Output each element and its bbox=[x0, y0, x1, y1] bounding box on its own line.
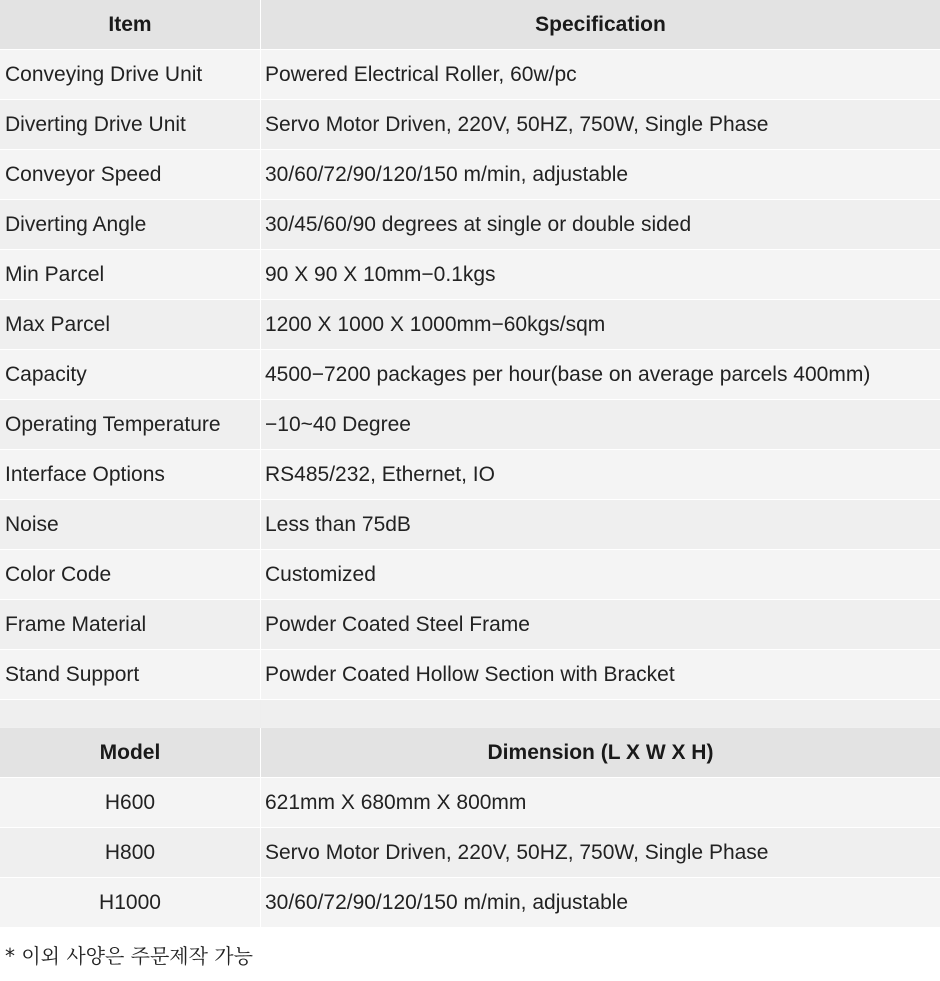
table-row bbox=[0, 778, 940, 828]
item-cell: Capacity bbox=[0, 350, 261, 400]
table-row bbox=[0, 100, 940, 150]
table-row bbox=[0, 400, 940, 450]
dimension-cell: Servo Motor Driven, 220V, 50HZ, 750W, Single Phase bbox=[261, 828, 940, 878]
model-table bbox=[0, 728, 940, 928]
table-row bbox=[0, 878, 940, 928]
spacer-row bbox=[0, 700, 940, 728]
spec-cell: RS485/232, Ethernet, IO bbox=[261, 450, 940, 500]
table-row bbox=[0, 550, 940, 600]
spec-cell: Powder Coated Hollow Section with Bracket bbox=[261, 650, 940, 700]
spec-cell: Less than 75dB bbox=[261, 500, 940, 550]
item-cell: Min Parcel bbox=[0, 250, 261, 300]
spacer-cell bbox=[0, 700, 261, 728]
spec-cell: 1200 X 1000 X 1000mm−60kgs/sqm bbox=[261, 300, 940, 350]
item-cell: Frame Material bbox=[0, 600, 261, 650]
model-table-header bbox=[0, 728, 940, 778]
item-cell: Noise bbox=[0, 500, 261, 550]
spec-cell: 90 X 90 X 10mm−0.1kgs bbox=[261, 250, 940, 300]
spec-cell: Servo Motor Driven, 220V, 50HZ, 750W, Single Phase bbox=[261, 100, 940, 150]
model-cell: H1000 bbox=[0, 878, 261, 928]
item-cell: Max Parcel bbox=[0, 300, 261, 350]
spec-table-header bbox=[0, 0, 940, 50]
spec-cell: 30/60/72/90/120/150 m/min, adjustable bbox=[261, 150, 940, 200]
model-cell: H600 bbox=[0, 778, 261, 828]
spec-cell: Powder Coated Steel Frame bbox=[261, 600, 940, 650]
item-cell: Operating Temperature bbox=[0, 400, 261, 450]
item-cell: Interface Options bbox=[0, 450, 261, 500]
spec-cell: 30/45/60/90 degrees at single or double sided bbox=[261, 200, 940, 250]
model-cell: H800 bbox=[0, 828, 261, 878]
spec-cell: 4500−7200 packages per hour(base on average parcels 400mm) bbox=[261, 350, 940, 400]
table-row bbox=[0, 200, 940, 250]
table-row bbox=[0, 300, 940, 350]
item-cell: Diverting Drive Unit bbox=[0, 100, 261, 150]
table-row bbox=[0, 450, 940, 500]
table-row bbox=[0, 50, 940, 100]
spacer-cell bbox=[261, 700, 940, 728]
item-cell: Color Code bbox=[0, 550, 261, 600]
item-cell: Conveyor Speed bbox=[0, 150, 261, 200]
table-row bbox=[0, 350, 940, 400]
item-cell: Stand Support bbox=[0, 650, 261, 700]
spec-cell: Powered Electrical Roller, 60w/pc bbox=[261, 50, 940, 100]
spec-cell: Customized bbox=[261, 550, 940, 600]
item-cell: Diverting Angle bbox=[0, 200, 261, 250]
item-cell: Conveying Drive Unit bbox=[0, 50, 261, 100]
header-dimension: Dimension (L X W X H) bbox=[261, 728, 940, 778]
spec-cell: −10~40 Degree bbox=[261, 400, 940, 450]
table-row bbox=[0, 150, 940, 200]
table-row bbox=[0, 250, 940, 300]
table-row bbox=[0, 600, 940, 650]
table-row bbox=[0, 828, 940, 878]
header-model: Model bbox=[0, 728, 261, 778]
footnote: * 이외 사양은 주문제작 가능 bbox=[5, 944, 253, 968]
table-row bbox=[0, 500, 940, 550]
dimension-cell: 30/60/72/90/120/150 m/min, adjustable bbox=[261, 878, 940, 928]
header-specification: Specification bbox=[261, 0, 940, 50]
dimension-cell: 621mm X 680mm X 800mm bbox=[261, 778, 940, 828]
table-row bbox=[0, 650, 940, 700]
header-item: Item bbox=[0, 0, 261, 50]
